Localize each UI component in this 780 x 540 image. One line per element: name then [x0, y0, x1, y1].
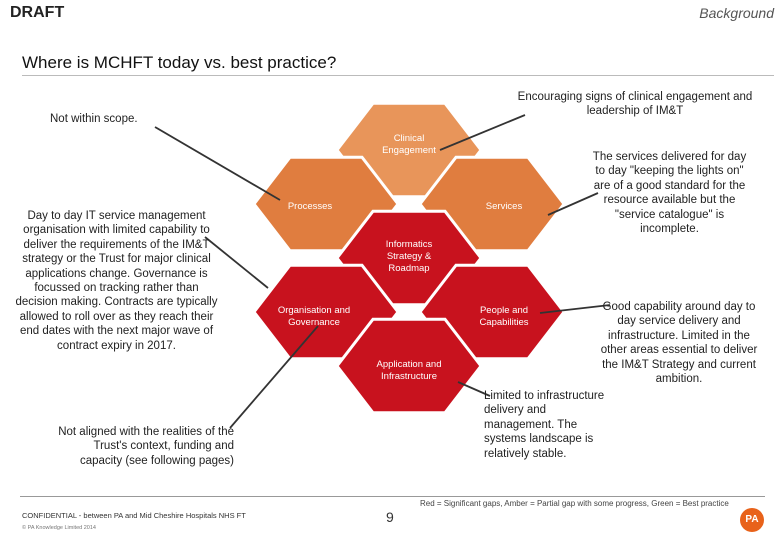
annotation-not-aligned: Not aligned with the realities of the Trust's context, funding and capacity (see following pages) — [58, 426, 234, 467]
hexagon-label-5: Organisation and Governance — [277, 305, 351, 328]
copyright: © PA Knowledge Limited 2014 — [22, 525, 96, 531]
draft-label: DRAFT — [10, 4, 65, 21]
hexagon-label-1: Clinical Engagement — [382, 133, 436, 156]
page-number: 9 — [386, 509, 394, 525]
annotation-services: The services delivered for day to day "keeping the lights on" are of a good standard for the resource available but the "service catalogue" is incomplete. — [592, 151, 747, 236]
pa-logo: PA — [740, 508, 764, 532]
hexagon-layer — [254, 103, 564, 413]
hexagon-label-3: Services — [485, 201, 523, 212]
connector-not-in-scope — [155, 127, 280, 200]
annotation-not-in-scope: Not within scope. — [50, 113, 138, 125]
legend: Red = Significant gaps, Amber = Partial gap with some progress, Green = Best practice — [420, 499, 729, 508]
connector-not-aligned — [230, 326, 318, 428]
hexagon-label-4: Informatics Strategy & Roadmap — [385, 239, 433, 274]
hexagon-label-7: Application and Infrastructure — [376, 359, 442, 382]
hexagon-label-2: Processes — [287, 201, 333, 212]
section-label: Background — [699, 5, 774, 21]
page-title: Where is MCHFT today vs. best practice? — [22, 53, 337, 72]
annotation-encouraging: Encouraging signs of clinical engagement and leadership of IM&T — [517, 91, 753, 118]
annotation-good-capability: Good capability around day to day service delivery and infrastructure. Limited in the other areas essential to deliver the IM&T Strategy and current ambition. — [600, 301, 758, 386]
footer-divider — [20, 496, 765, 497]
confidential-notice: CONFIDENTIAL - between PA and Mid Cheshire Hospitals NHS FT — [22, 511, 246, 520]
hexagon-label-6: People and Capabilities — [479, 305, 529, 328]
annotation-limited-infrastructure: Limited to infrastructure delivery and management. The systems landscape is relatively stable. — [484, 390, 605, 460]
annotation-day-to-day: Day to day IT service management organisation with limited capability to deliver the requirements of the IM&T strategy or the Trust for major clinical applications change. Governance is focussed on tracking rather than decision making. Contracts are typically allowed to roll over as they reach their end dates with the next major wave of contract expiry in 2017. — [15, 210, 218, 352]
